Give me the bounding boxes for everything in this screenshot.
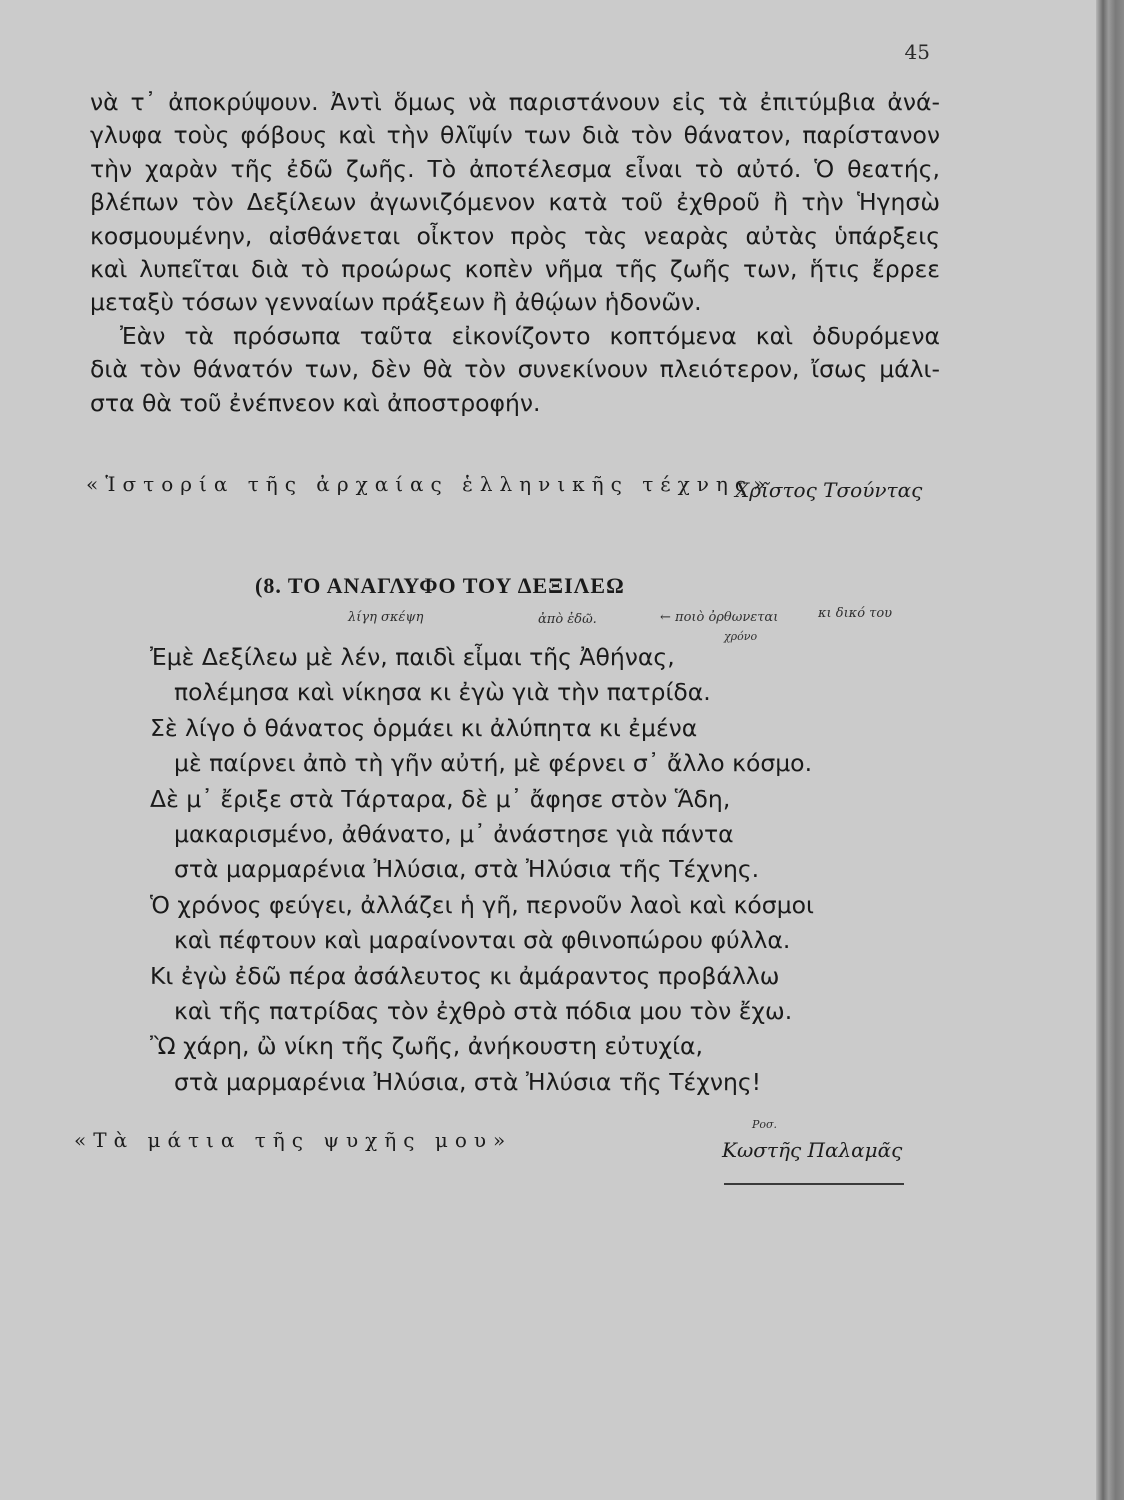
page-number: 45 — [904, 40, 930, 64]
poem-author: Κωστῆς Παλαμᾶς — [722, 1138, 903, 1162]
poem-line: πολέμησα καὶ νίκησα κι ἐγὼ γιὰ τὴν πατρίδα. — [174, 678, 711, 707]
handwritten-note: χρόνο — [724, 630, 758, 643]
poem-citation-work-title: «Τὰ μάτια τῆς ψυχῆς μου» — [74, 1128, 513, 1152]
poem-line: Σὲ λίγο ὁ θάνατος ὁρμάει κι ἀλύπητα κι ἐμένα — [150, 713, 698, 742]
poem-line: στὰ μαρμαρένια Ἠλύσια, στὰ Ἠλύσια τῆς Τέχνης! — [174, 1067, 762, 1096]
prose-line: βλέπων τὸν Δεξίλεων ἀγωνιζόμενον κατὰ τοῦ ἐχθροῦ ἢ τὴν Ἡγησὼ — [90, 188, 940, 217]
handwritten-note: λίγη σκέψη — [348, 610, 424, 625]
prose-line: στα θὰ τοῦ ἐνέπνεον καὶ ἀποστροφήν. — [90, 388, 541, 417]
page-edge — [1096, 0, 1124, 1500]
pencil-underline — [724, 1183, 904, 1185]
handwritten-note: ← ποιὸ ὀρθωνεται — [660, 610, 779, 625]
citation-work-title: «Ἱστορία τῆς ἀρχαίας ἑλληνικῆς τέχνης» — [86, 472, 773, 496]
poem-line: Δὲ μ᾽ ἔριξε στὰ Τάρταρα, δὲ μ᾽ ἄφησε στὸν Ἅδη, — [150, 784, 731, 813]
prose-passage — [90, 86, 940, 420]
poem-line: Ὢ χάρη, ὢ νίκη τῆς ζωῆς, ἀνήκουστη εὐτυχία, — [150, 1032, 703, 1061]
prose-line: γλυφα τοὺς φόβους καὶ τὴν θλῖψίν των διὰ τὸν θάνατον, παρίστανον — [90, 121, 940, 150]
prose-line: διὰ τὸν θάνατόν των, δὲν θὰ τὸν συνεκίνουν πλειότερον, ἴσως μάλι- — [90, 355, 940, 384]
handwritten-note: Ροσ. — [752, 1118, 778, 1131]
poem-line: στὰ μαρμαρένια Ἠλύσια, στὰ Ἠλύσια τῆς Τέχνης. — [174, 855, 760, 884]
section-heading: (8. ΤΟ ΑΝΑΓΛΥΦΟ ΤΟΥ ΔΕΞΙΛΕΩ — [255, 573, 625, 598]
poem-line: μὲ παίρνει ἀπὸ τὴ γῆν αὐτή, μὲ φέρνει σ᾽ ἄλλο κόσμο. — [174, 749, 813, 778]
prose-line: νὰ τ᾽ ἀποκρύψουν. Ἀντὶ ὅμως νὰ παριστάνουν εἰς τὰ ἐπιτύμβια ἀνά- — [90, 88, 940, 116]
prose-line: τὴν χαρὰν τῆς ἐδῶ ζωῆς. Τὸ ἀποτέλεσμα εἶναι τὸ αὐτό. Ὁ θεατής, — [90, 154, 940, 183]
poem-line: καὶ πέφτουν καὶ μαραίνονται σὰ φθινοπώρου φύλλα. — [174, 926, 791, 955]
poem — [150, 640, 870, 1100]
prose-line: μεταξὺ τόσων γενναίων πράξεων ἢ ἀθῴων ἡδονῶν. — [90, 288, 702, 317]
citation-author: Χρῖστος Τσούντας — [735, 478, 923, 502]
prose-line: κοσμουμένην, αἰσθάνεται οἶκτον πρὸς τὰς νεαρὰς αὐτὰς ὑπάρξεις — [90, 221, 940, 250]
handwritten-note: ἀπὸ ἐδῶ. — [538, 612, 597, 627]
poem-line: Ἐμὲ Δεξίλεω μὲ λέν, παιδὶ εἶμαι τῆς Ἀθήνας, — [150, 643, 675, 671]
poem-line: Ὁ χρόνος φεύγει, ἀλλάζει ἡ γῆ, περνοῦν λαοὶ καὶ κόσμοι — [150, 890, 814, 919]
poem-line: καὶ τῆς πατρίδας τὸν ἐχθρὸ στὰ πόδια μου τὸν ἔχω. — [174, 997, 793, 1026]
poem-line: Κι ἐγὼ ἐδῶ πέρα ἀσάλευτος κι ἀμάραντος προβάλλω — [150, 961, 780, 990]
handwritten-note: κι δικό του — [818, 606, 893, 621]
poem-line: μακαρισμένο, ἀθάνατο, μ᾽ ἀνάστησε γιὰ πάντα — [174, 820, 734, 849]
prose-line: Ἐὰν τὰ πρόσωπα ταῦτα εἰκονίζοντο κοπτόμενα καὶ ὀδυρόμενα — [120, 321, 940, 350]
prose-line: καὶ λυπεῖται διὰ τὸ προώρως κοπὲν νῆμα τῆς ζωῆς των, ἥτις ἔρρεε — [90, 255, 940, 284]
